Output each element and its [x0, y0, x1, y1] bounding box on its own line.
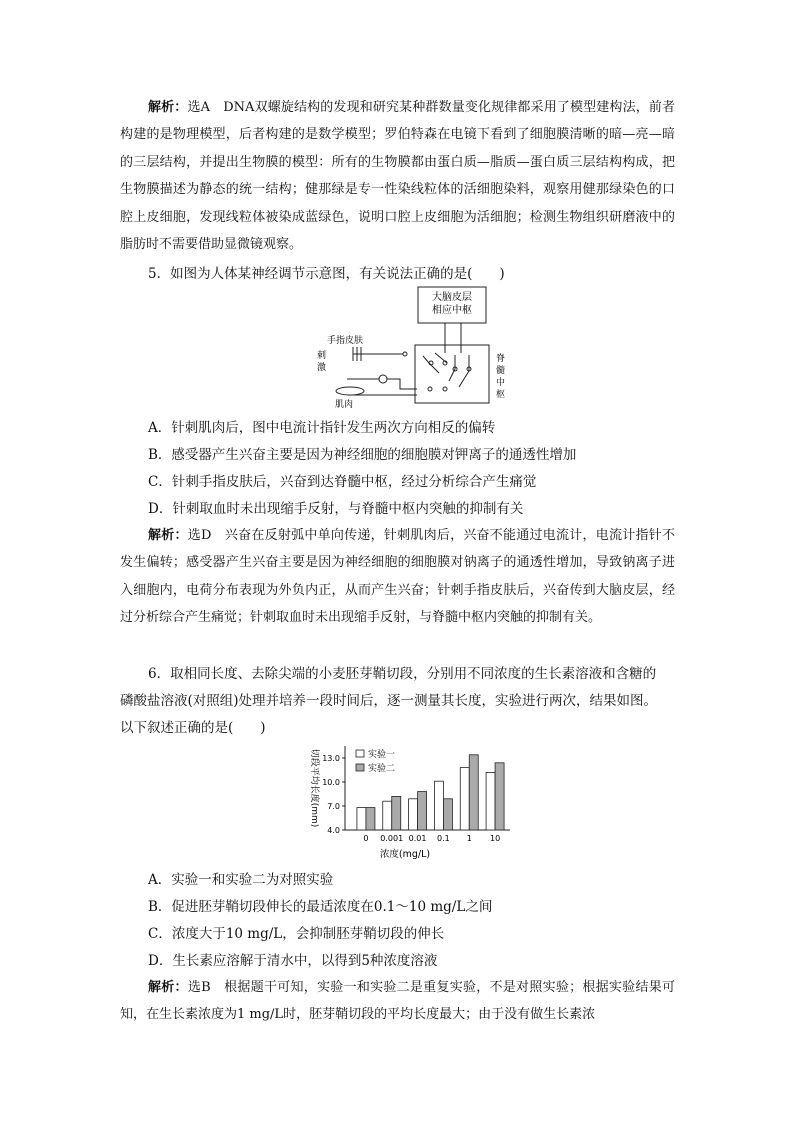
bar-series-1 [460, 768, 469, 830]
x-tick-label: 0 [363, 834, 369, 843]
legend-label-2: 实验二 [368, 764, 396, 774]
question-6-stem-1: 6．取相同长度、去除尖端的小麦胚芽鞘切段，分别用不同浓度的生长素溶液和含糖的 [148, 666, 657, 682]
cord-label-1: 脊 [496, 354, 506, 364]
x-tick-label: 0.001 [380, 834, 404, 843]
muscle-shape [336, 387, 364, 395]
analysis-label: 解析： [148, 980, 188, 995]
stimulus-label-1: 刺 [317, 351, 327, 361]
skin-label: 手指皮肤 [327, 336, 364, 346]
bar-chart [300, 738, 530, 863]
cord-label-3: 中 [496, 378, 506, 388]
bar-series-1 [357, 808, 366, 830]
brain-label-2: 相应中枢 [432, 305, 472, 316]
x-tick-label: 10 [489, 834, 501, 843]
analysis-q6 [120, 974, 675, 1029]
y-tick-label: 13.0 [322, 754, 340, 763]
analysis-text: 选A DNA双螺旋结构的发现和研究某种群数量变化规律都采用了模型建构法，前者构建的是物理模型，后者构建的是数学模型；罗伯特森在电镜下看到了细胞膜清晰的暗—亮—暗的三层结构，并提出生物膜的模型：所有的生物膜都由蛋白质—脂质—蛋白质三层结构构成，把生物膜描述为静态的统一结构；健那绿是专一性染线粒体的活细胞染料，观察用健那绿染色的口腔上皮细胞，发现线粒体被染成蓝绿色，说明口腔上皮细胞为活细胞；检测生物组织研磨液中的脂肪时不需要借助显微镜观察。 [120, 100, 675, 253]
y-tick-label: 10.0 [322, 778, 340, 787]
chart-legend [356, 748, 395, 774]
bar-series-2 [443, 799, 452, 830]
bar-series-2 [418, 792, 427, 830]
x-tick-label: 0.1 [437, 834, 450, 843]
x-tick-label: 0.01 [408, 834, 427, 843]
bar-series-2 [469, 755, 478, 830]
q6-option-d: D．生长素应溶解于清水中，以得到5种浓度溶液 [148, 953, 438, 969]
muscle-label: 肌肉 [335, 400, 354, 410]
bar-series-2 [366, 808, 375, 830]
stimulus-label-2: 激 [317, 363, 327, 373]
bar-series-1 [383, 801, 392, 830]
analysis-label: 解析： [148, 528, 188, 543]
y-tick-label: 4.0 [327, 826, 340, 835]
y-tick-label: 7.0 [327, 802, 340, 811]
neural-reflex-diagram [305, 283, 525, 413]
q5-option-a: A．针刺肌肉后，图中电流计指针发生两次方向相反的偏转 [148, 420, 496, 436]
x-axis-label: 浓度(mg/L) [379, 849, 431, 860]
x-tick-label: 1 [466, 834, 472, 843]
q5-option-b: B．感受器产生兴奋主要是因为神经细胞的细胞膜对钾离子的通透性增加 [148, 447, 577, 463]
q6-option-b: B．促进胚芽鞘切段伸长的最适浓度在0.1～10 mg/L之间 [148, 899, 493, 915]
q6-option-a: A．实验一和实验二为对照实验 [148, 872, 334, 888]
legend-label-1: 实验一 [368, 750, 396, 760]
bar-series-2 [392, 796, 401, 830]
bar-series-2 [495, 763, 504, 830]
analysis-label: 解析： [148, 100, 188, 115]
question-5-stem: 5．如图为人体某神经调节示意图，有关说法正确的是( ) [148, 266, 505, 282]
analysis-q4 [120, 94, 675, 258]
question-6-stem-2: 磷酸盐溶液(对照组)处理并培养一段时间后，逐一测量其长度，实验进行两次，结果如图。 [120, 693, 658, 709]
analysis-text: 选D 兴奋在反射弧中单向传递，针刺肌肉后，兴奋不能通过电流计，电流计指针不发生偏转；感受器产生兴奋主要是因为神经细胞的细胞膜对钠离子的通透性增加，导致钠离子进入细胞内，电荷分布表现为外负内正，从而产生兴奋；针刺手指皮肤后，兴奋传到大脑皮层，经过分析综合产生痛觉；针刺取血时未出现缩手反射，与脊髓中枢内突触的抑制有关。 [120, 528, 675, 626]
bar-series-1 [486, 772, 495, 830]
analysis-text: 选B 根据题干可知，实验一和实验二是重复实验，不是对照实验；根据实验结果可知，在生长素浓度为1 mg/L时，胚芽鞘切段的平均长度最大；由于没有做生长素浓 [120, 980, 675, 1023]
q5-option-d: D．针刺取血时未出现缩手反射，与脊髓中枢内突触的抑制有关 [148, 501, 524, 517]
cord-label-2: 髓 [496, 366, 506, 376]
q5-option-c: C．针刺手指皮肤后，兴奋到达脊髓中枢，经过分析综合产生痛觉 [148, 474, 537, 490]
question-6-stem-3: 以下叙述正确的是( ) [120, 720, 266, 736]
q6-option-c: C．浓度大于10 mg/L，会抑制胚芽鞘切段的伸长 [148, 926, 445, 942]
bar-series-1 [409, 799, 418, 830]
analysis-q5 [120, 522, 675, 632]
cord-label-4: 枢 [496, 390, 506, 400]
brain-label-1: 大脑皮层 [432, 292, 472, 303]
y-axis-label: 切段平均长度(mm) [309, 748, 319, 828]
bar-series-1 [434, 781, 443, 830]
galvanometer-icon [379, 375, 387, 383]
